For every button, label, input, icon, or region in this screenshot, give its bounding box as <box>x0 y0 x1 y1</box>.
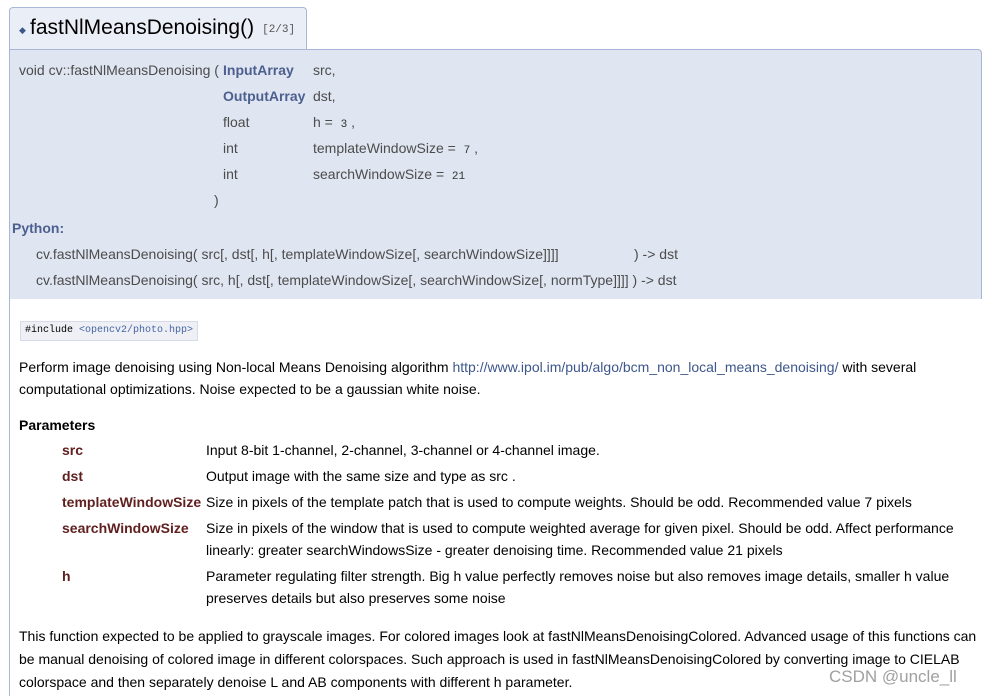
python-signature-1: cv.fastNlMeansDenoising( src[, dst[, h[, templateWindowSize[, searchWindowSize]]]] <box>36 246 559 262</box>
param-type-src[interactable]: InputArray <box>223 62 294 78</box>
ipol-link[interactable]: http://www.ipol.im/pub/algo/bcm_non_local_means_denoising/ <box>452 359 839 375</box>
param-h-desc-1: Parameter regulating filter strength. Big h value perfectly removes noise but also removes image details, smaller h value <box>206 568 950 584</box>
param-dst-name: dst <box>62 468 83 484</box>
param-type-search: int <box>223 166 238 182</box>
description-line-1: Perform image denoising using Non-local Means Denoising algorithm http://www.ipol.im/pub/algo/bcm_non_local_means_denoising/ with several <box>19 359 917 375</box>
param-default-search: 21 <box>451 171 466 183</box>
param-dst-desc: Output image with the same size and type as src . <box>206 468 516 484</box>
param-type-template: int <box>223 140 238 156</box>
python-signature-1-return: ) -> dst <box>634 246 678 262</box>
diamond-bullet-icon: ◆ <box>19 25 26 35</box>
param-type-h: float <box>223 114 250 130</box>
footer-line-1: This function expected to be applied to grayscale images. For colored images look at fastNlMeansDenoisingColored. Advanced usage of this functions can <box>19 628 977 644</box>
param-name-search: searchWindowSize = 21 <box>313 166 466 183</box>
param-h-desc-2: preserves details but also preserves some noise <box>206 590 506 606</box>
param-default-h: 3 <box>340 119 348 131</box>
function-prototype-box <box>9 49 982 300</box>
param-name-template: templateWindowSize = 7 , <box>313 140 478 157</box>
param-src-desc: Input 8-bit 1-channel, 2-channel, 3-channel or 4-channel image. <box>206 442 600 458</box>
param-name-dst: dst, <box>313 88 336 104</box>
function-title-tab <box>9 7 307 50</box>
python-label: Python: <box>12 220 65 236</box>
description-line-2: computational optimizations. Noise expected to be a gaussian white noise. <box>19 381 481 397</box>
parameters-heading: Parameters <box>19 417 96 433</box>
param-type-dst[interactable]: OutputArray <box>223 88 306 104</box>
include-directive: #include <opencv2/photo.hpp> <box>20 321 198 341</box>
footer-line-2: be manual denoising of colored image in different colorspaces. Such approach is used in fastNlMeansDenoisingColored by converting image to CIELAB <box>19 651 960 667</box>
param-search-desc-2: linearly: greater searchWindowsSize - greater denoising time. Recommended value 21 pixels <box>206 542 783 558</box>
function-title: fastNlMeansDenoising() [2/3] <box>30 16 296 39</box>
csdn-watermark: CSDN @uncle_ll <box>829 667 957 686</box>
prototype-close: ) <box>214 192 219 208</box>
footer-line-3: colorspace and then separately denoise L and AB components with different h parameter. <box>19 674 573 690</box>
include-file-link[interactable]: <opencv2/photo.hpp> <box>79 325 194 336</box>
param-name-src: src, <box>313 62 336 78</box>
python-signature-2: cv.fastNlMeansDenoising( src, h[, dst[, templateWindowSize[, searchWindowSize[, normType]]]] ) -> dst <box>36 272 677 288</box>
param-name-h: h = 3 , <box>313 114 356 131</box>
prototype-prefix: void cv::fastNlMeansDenoising ( <box>19 62 219 78</box>
param-template-desc: Size in pixels of the template patch that is used to compute weights. Should be odd. Recommended value 7 pixels <box>206 494 912 510</box>
param-search-name: searchWindowSize <box>62 520 189 536</box>
param-default-template: 7 <box>463 145 471 157</box>
overload-count: [2/3] <box>262 24 296 36</box>
param-template-name: templateWindowSize <box>62 494 202 510</box>
param-src-name: src <box>62 442 84 458</box>
param-search-desc-1: Size in pixels of the window that is used to compute weighted average for given pixel. Should be odd. Affect performance <box>206 520 954 536</box>
param-h-name: h <box>62 568 71 584</box>
